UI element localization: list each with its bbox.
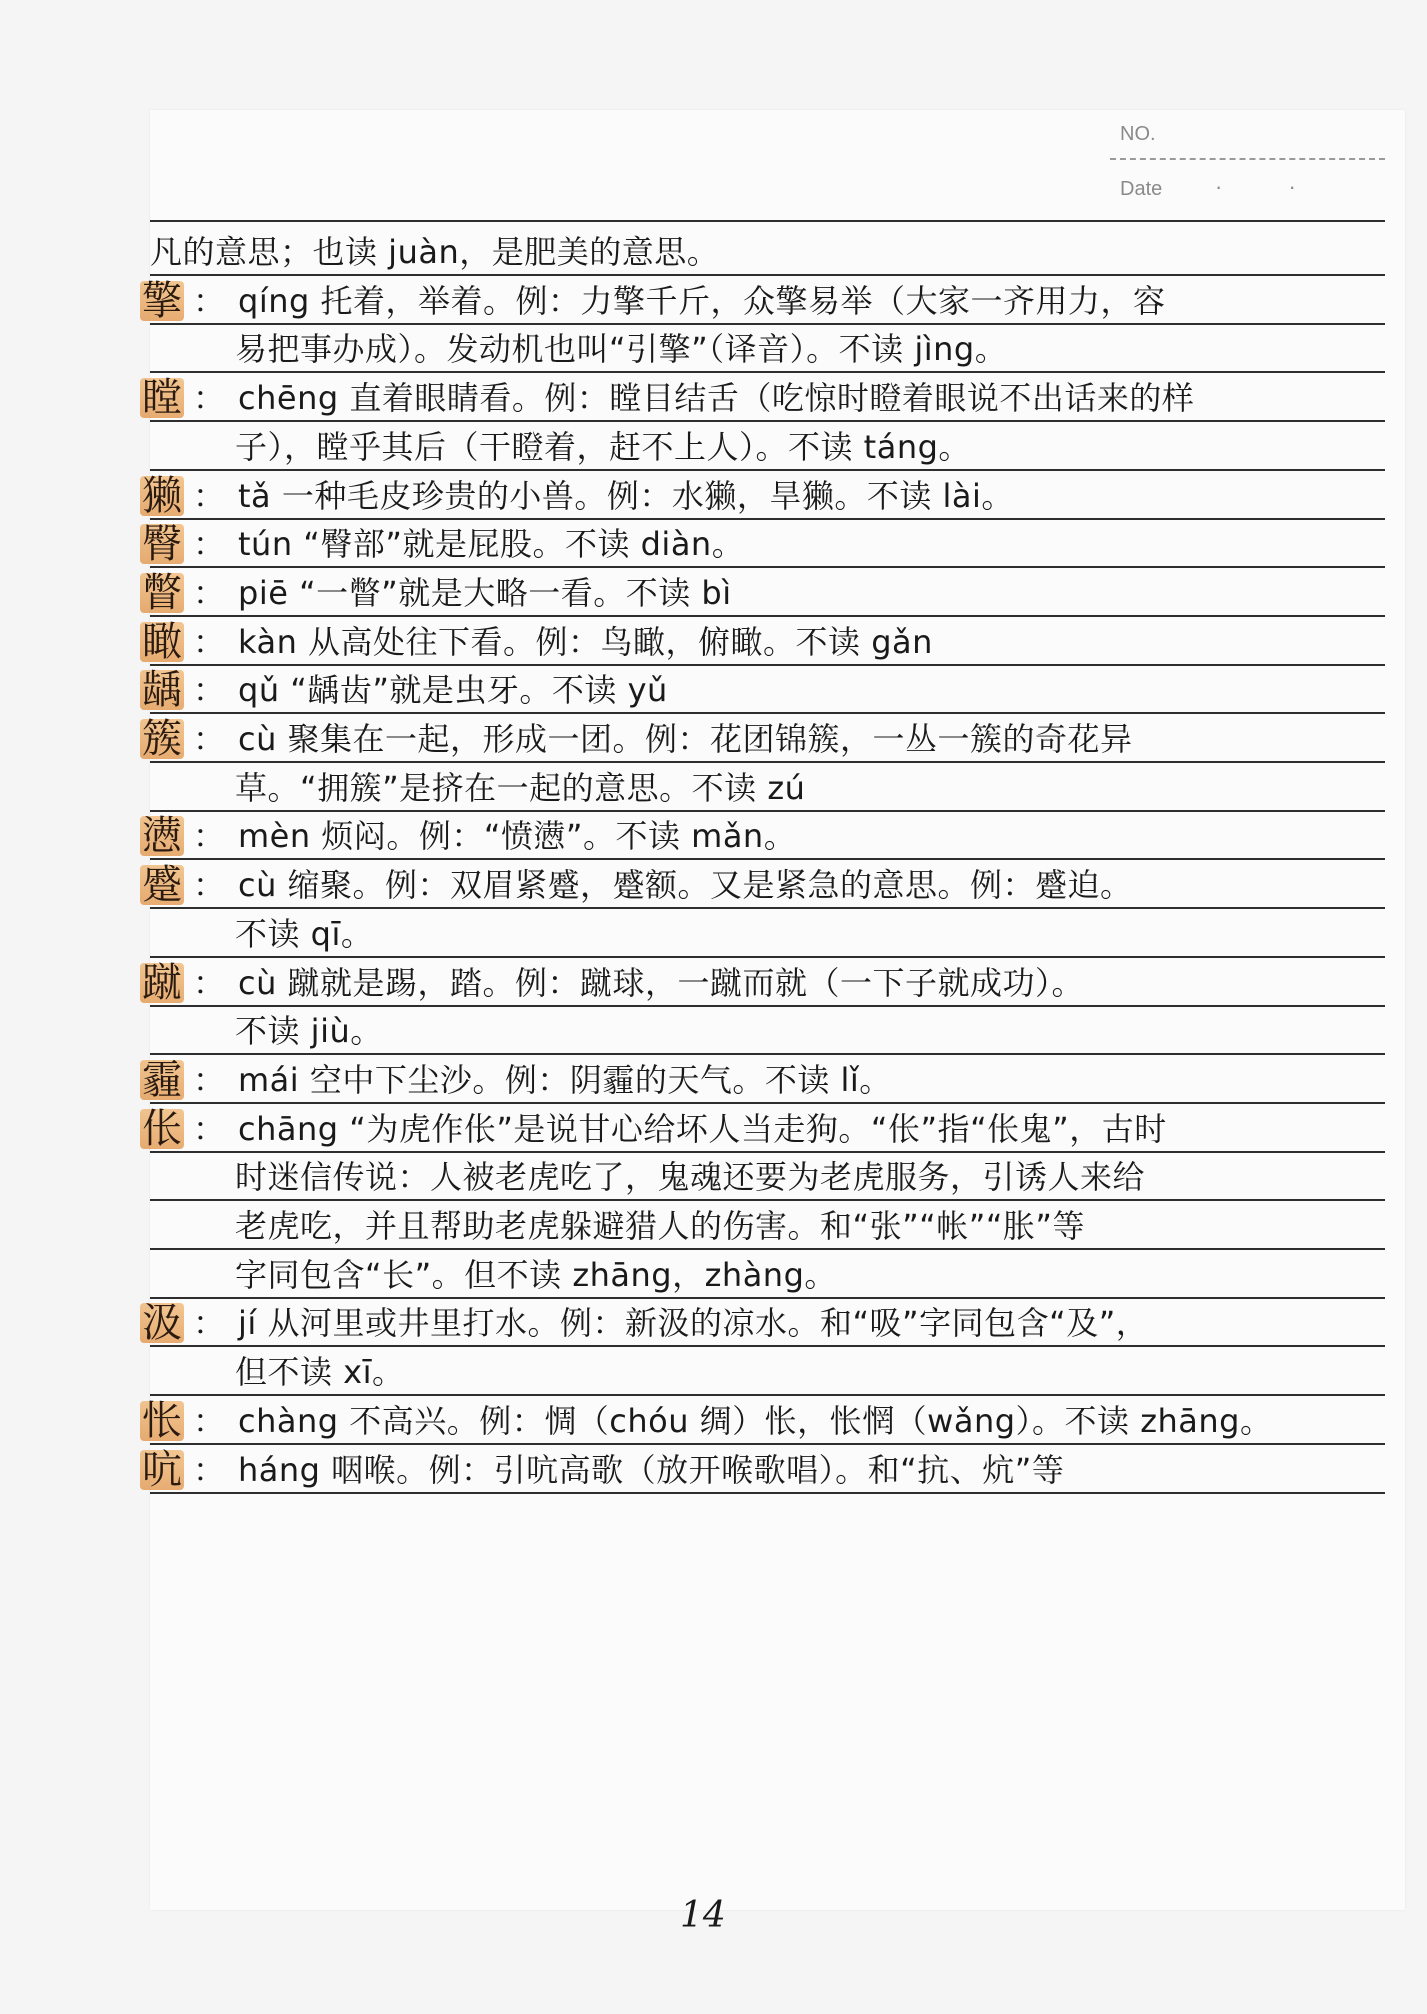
headword-character (140, 1101, 190, 1152)
top-rule (150, 220, 1385, 222)
headword-highlight: 蹴 (142, 960, 182, 1006)
continuation-line: 子），瞠乎其后（干瞪着，赶不上人）。不读 táng。 (235, 428, 971, 466)
entry-line: háng 咽喉。例：引吭高歌（放开喉歌唱）。和“抗、炕”等 (238, 1451, 1065, 1489)
entry-line: jí 从河里或井里打水。例：新汲的凉水。和“吸”字同包含“及”， (238, 1304, 1149, 1342)
headword-colon: ： (193, 1451, 226, 1489)
entry-line: mèn 烦闷。例：“愤懑”。不读 mǎn。 (238, 817, 797, 855)
headword-character (140, 711, 190, 762)
headword-highlight: 臀 (142, 521, 182, 567)
entry-line: chàng 不高兴。例：惆（chóu 绸）怅，怅惘（wǎng）。不读 zhāng。 (238, 1402, 1273, 1440)
continuation-line: 不读 jiù。 (235, 1012, 383, 1050)
headword-highlight: 獭 (142, 473, 182, 519)
headword-colon: ： (193, 1110, 226, 1148)
entry-line: piē “一瞥”就是大略一看。不读 bì (238, 574, 732, 612)
date-label: Date (1120, 178, 1163, 200)
headword-colon: ： (193, 477, 226, 515)
headword-highlight: 瞰 (142, 619, 182, 665)
headword-colon: ： (193, 1304, 226, 1342)
headword-character (140, 516, 190, 567)
headword-character (140, 808, 190, 859)
headword-character (140, 1295, 190, 1346)
entry-line: qǔ “龋齿”就是虫牙。不读 yǔ (238, 671, 668, 709)
headword-character (140, 614, 190, 665)
headword-colon: ： (193, 866, 226, 904)
entry-line: chāng “为虎作伥”是说甘心给坏人当走狗。“伥”指“伥鬼”，古时 (238, 1110, 1167, 1148)
headword-highlight: 蹙 (142, 862, 182, 908)
continuation-line: 老虎吃，并且帮助老虎躲避猎人的伤害。和“张”“帐”“胀”等 (235, 1207, 1085, 1245)
header-dashed-line (1110, 158, 1385, 160)
entry-line: kàn 从高处往下看。例：鸟瞰，俯瞰。不读 gǎn (238, 623, 933, 661)
entry-line: mái 空中下尘沙。例：阴霾的天气。不读 lǐ。 (238, 1061, 892, 1099)
headword-colon: ： (193, 379, 226, 417)
headword-highlight: 懑 (142, 813, 182, 859)
headword-highlight: 簇 (142, 716, 182, 762)
headword-highlight: 瞥 (142, 570, 182, 616)
continuation-line: 但不读 xī。 (235, 1353, 405, 1391)
entry-line: qíng 托着，举着。例：力擎千斤，众擎易举（大家一齐用力，容 (238, 282, 1166, 320)
headword-character (140, 273, 190, 324)
headword-highlight: 龋 (142, 667, 182, 713)
page-number: 14 (680, 1895, 726, 1936)
headword-colon: ： (193, 574, 226, 612)
headword-character (140, 1052, 190, 1103)
date-dots: · · (1215, 174, 1326, 199)
continuation-line: 草。“拥簇”是挤在一起的意思。不读 zú (235, 769, 806, 807)
headword-character (140, 662, 190, 713)
headword-highlight: 怅 (142, 1398, 182, 1444)
continuation-line: 凡的意思；也读 juàn，是肥美的意思。 (150, 233, 720, 271)
headword-colon: ： (193, 964, 226, 1002)
continuation-line: 字同包含“长”。但不读 zhāng，zhàng。 (235, 1256, 837, 1294)
headword-highlight: 瞠 (142, 375, 182, 421)
headword-character (140, 565, 190, 616)
headword-highlight: 擎 (142, 278, 182, 324)
entry-line: cù 缩聚。例：双眉紧蹙，蹙额。又是紧急的意思。例：蹙迫。 (238, 866, 1133, 904)
headword-character (140, 468, 190, 519)
headword-highlight: 伥 (142, 1106, 182, 1152)
entry-line: tǎ 一种毛皮珍贵的小兽。例：水獭，旱獭。不读 lài。 (238, 477, 1014, 515)
headword-colon: ： (193, 671, 226, 709)
continuation-line: 不读 qī。 (235, 915, 374, 953)
entry-line: tún “臀部”就是屁股。不读 diàn。 (238, 525, 745, 563)
continuation-line: 易把事办成）。发动机也叫“引擎”（译音）。不读 jìng。 (235, 330, 1008, 368)
headword-character (140, 955, 190, 1006)
headword-character (140, 370, 190, 421)
headword-highlight: 霾 (142, 1057, 182, 1103)
no-label: NO. (1120, 123, 1156, 145)
headword-highlight: 汲 (142, 1300, 182, 1346)
headword-colon: ： (193, 1402, 226, 1440)
headword-highlight: 吭 (142, 1447, 182, 1493)
headword-colon: ： (193, 720, 226, 758)
headword-colon: ： (193, 525, 226, 563)
ruled-line (150, 1492, 1385, 1494)
headword-character (140, 1442, 190, 1493)
headword-character (140, 857, 190, 908)
headword-colon: ： (193, 817, 226, 855)
headword-character (140, 1393, 190, 1444)
continuation-line: 时迷信传说：人被老虎吃了，鬼魂还要为老虎服务，引诱人来给 (235, 1158, 1146, 1196)
headword-colon: ： (193, 623, 226, 661)
entry-line: chēng 直着眼睛看。例：瞠目结舌（吃惊时瞪着眼说不出话来的样 (238, 379, 1195, 417)
entry-line: cù 聚集在一起，形成一团。例：花团锦簇，一丛一簇的奇花异 (238, 720, 1133, 758)
entry-line: cù 蹴就是踢，踏。例：蹴球，一蹴而就（一下子就成功）。 (238, 964, 1085, 1002)
headword-colon: ： (193, 282, 226, 320)
headword-colon: ： (193, 1061, 226, 1099)
